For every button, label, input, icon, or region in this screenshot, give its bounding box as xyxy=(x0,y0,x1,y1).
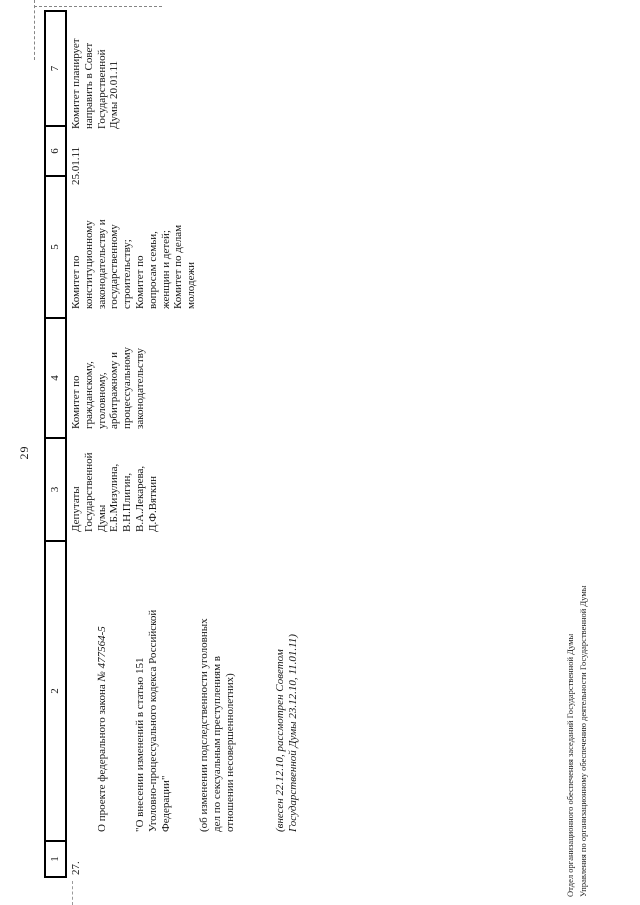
page-number: 29 xyxy=(17,445,31,460)
cell-consideration-date: 25.01.11 xyxy=(70,146,82,185)
bill-history: (внесен 22.12.10, рассмотрен Советом Государственной Думы 23.12.10, 11.01.11) xyxy=(273,634,299,832)
column-header-2: 2 xyxy=(46,540,65,840)
cell-initiators: Депутаты Государственной Думы Е.Б.Мизулина, В.Н.Плигин, В.А.Лекарева, Д.Ф.Вяткин xyxy=(70,452,159,532)
page-edge-mark-left xyxy=(72,881,73,905)
column-header-7: 7 xyxy=(46,10,65,125)
cell-item-number: 27. xyxy=(70,861,82,875)
table-header-row xyxy=(44,10,67,878)
table-row xyxy=(67,10,325,878)
footer-department xyxy=(564,586,590,897)
cell-responsible-committee: Комитет по гражданскому, уголовному, арбитражному и процессуальному законодательству xyxy=(70,346,146,429)
bill-title-quoted: "О внесении изменений в статью 151 Уголовно-процессуального кодекса Российской Федерации" xyxy=(133,609,172,832)
bills-schedule-table xyxy=(44,10,325,878)
column-header-5: 5 xyxy=(46,175,65,317)
cell-co-executor-committees: Комитет по конституционному законодательству и государственному строительству; Комитет по вопросам семьи, женщин и детей; Комитет по делам молодежи xyxy=(70,219,198,309)
bill-title-prefix: О проекте федерального закона xyxy=(95,681,108,832)
cell-committee-plan: Комитет планирует направить в Совет Государственной Думы 20.01.11 xyxy=(70,38,121,129)
cell-bill-description xyxy=(67,540,325,840)
bill-law-number: № 477564-5 xyxy=(95,626,108,682)
bill-title-line xyxy=(96,540,109,832)
bill-subject: (об изменении подследственности уголовных дел по сексуальным преступлениям в отношении несовершеннолетних) xyxy=(197,618,236,832)
column-header-6: 6 xyxy=(46,125,65,175)
column-header-4: 4 xyxy=(46,317,65,437)
footer-line-2: Управления по организационному обеспечению деятельности Государственной Думы xyxy=(578,585,588,897)
footer-line-1: Отдел организационного обеспечения заседаний Государственной Думы xyxy=(565,633,575,897)
column-header-1: 1 xyxy=(46,840,65,878)
page-edge-mark-right xyxy=(34,6,162,7)
page-edge-mark-top xyxy=(34,0,35,60)
column-header-3: 3 xyxy=(46,437,65,540)
